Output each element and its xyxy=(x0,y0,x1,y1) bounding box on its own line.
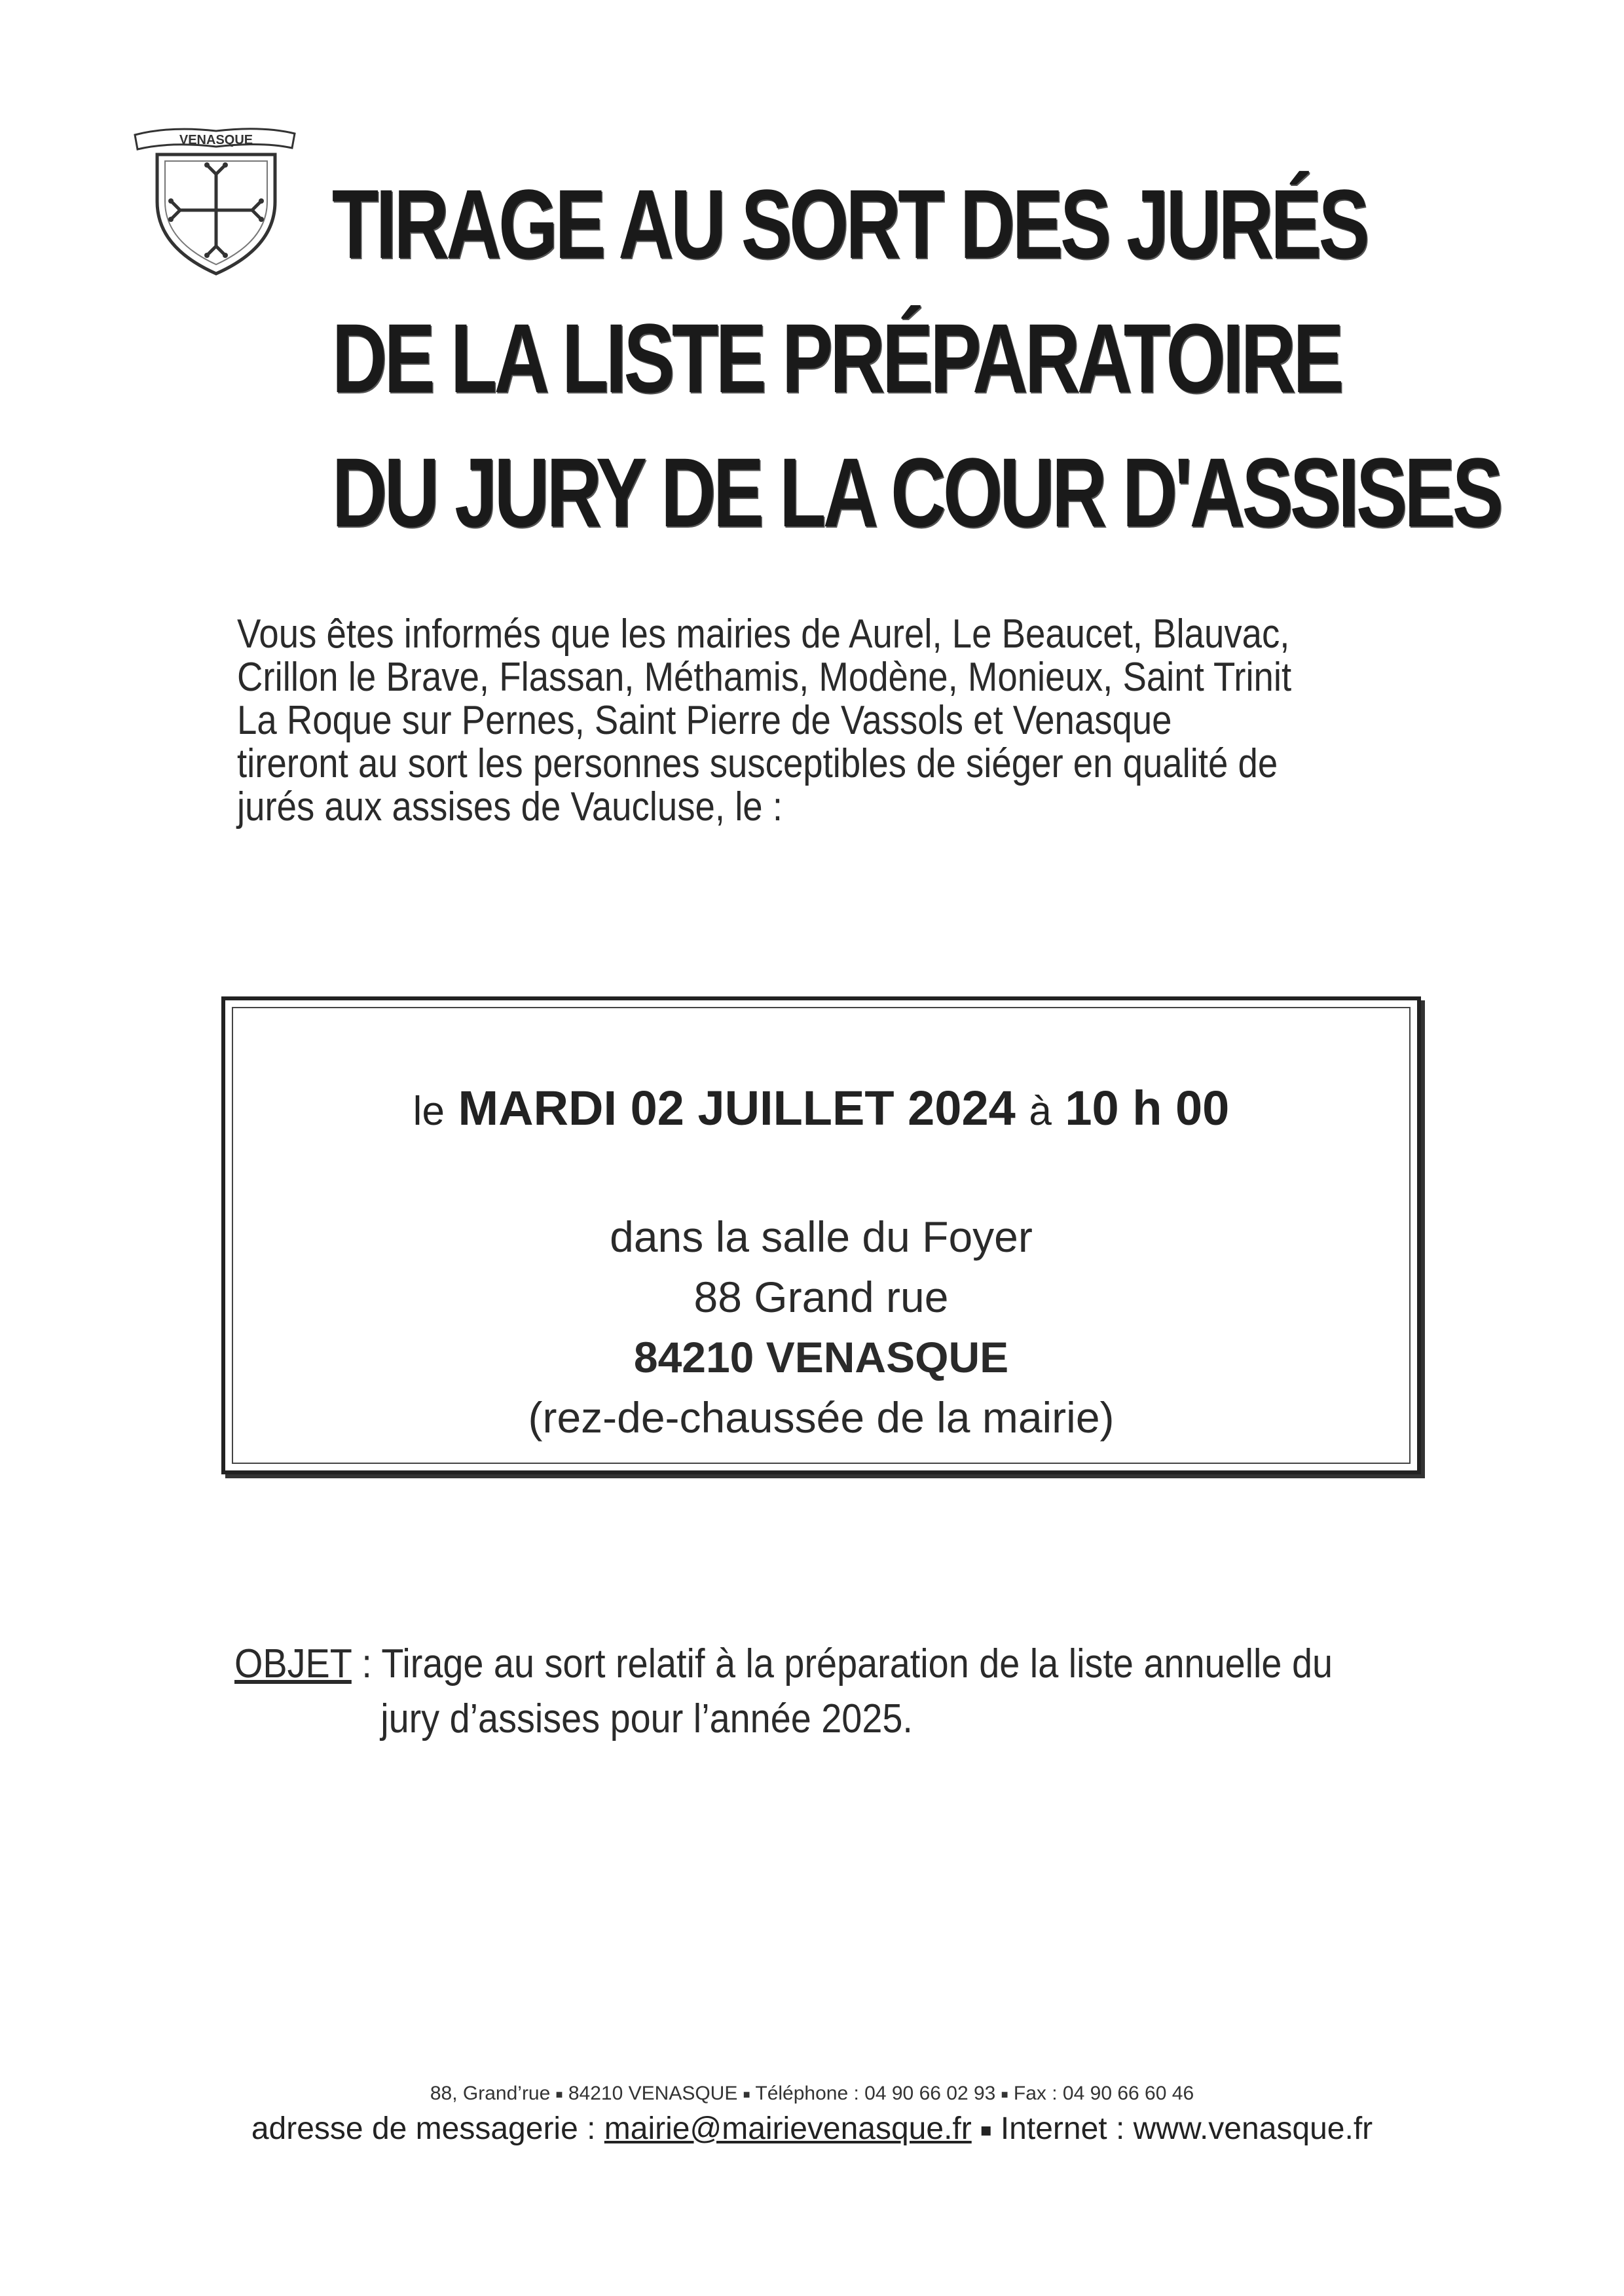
title-line-3: DU JURY DE LA COUR D'ASSISES xyxy=(331,437,1501,547)
crest-icon xyxy=(131,123,301,287)
footer-mail-label: adresse de messagerie : xyxy=(251,2111,596,2146)
event-connector: à xyxy=(1029,1089,1052,1134)
footer-web-link[interactable]: www.venasque.fr xyxy=(1133,2111,1373,2146)
footer-mail-link[interactable]: mairie@mairievenasque.fr xyxy=(604,2111,972,2146)
title-line-1: TIRAGE AU SORT DES JURÉS xyxy=(331,169,1367,279)
footer-contact-line xyxy=(0,2081,1624,2107)
event-prefix: le xyxy=(413,1089,445,1134)
event-street: 88 Grand rue xyxy=(693,1273,949,1321)
event-city: 84210 VENASQUE xyxy=(633,1333,1009,1381)
objet-separator: : xyxy=(351,1641,382,1686)
title-line-2: DE LA LISTE PRÉPARATOIRE xyxy=(331,303,1341,413)
objet-label: OBJET xyxy=(234,1641,352,1686)
event-date: MARDI 02 JUILLET 2024 xyxy=(458,1081,1016,1135)
intro-line: jurés aux assises de Vaucluse, le : xyxy=(237,784,783,829)
footer-web-line xyxy=(0,2109,1624,2150)
page-title xyxy=(331,157,1501,560)
intro-paragraph xyxy=(237,613,1332,829)
footer-web-label: Internet : xyxy=(1000,2111,1125,2146)
footer-bullet: ■ xyxy=(743,2088,750,2102)
footer-bullet: ■ xyxy=(1001,2088,1008,2102)
footer-address: 88, Grand’rue xyxy=(430,2083,551,2104)
event-date-line xyxy=(225,1079,1417,1141)
footer-phone: Téléphone : 04 90 66 02 93 xyxy=(755,2083,996,2104)
event-time: 10 h 00 xyxy=(1065,1081,1230,1135)
footer-fax: Fax : 04 90 66 60 46 xyxy=(1013,2083,1194,2104)
event-room: dans la salle du Foyer xyxy=(610,1212,1033,1261)
footer-bullet: ■ xyxy=(980,2120,992,2141)
footer-bullet: ■ xyxy=(555,2088,563,2102)
venasque-crest-logo xyxy=(131,123,301,287)
objet-section xyxy=(234,1637,1354,1747)
event-location xyxy=(225,1207,1417,1448)
footer-postal: 84210 VENASQUE xyxy=(568,2083,738,2104)
svg-text:VENASQUE: VENASQUE xyxy=(179,133,253,147)
intro-line: tireront au sort les personnes susceptibles de siéger en qualité de xyxy=(237,741,1278,786)
objet-text-2: jury d’assises pour l’année 2025. xyxy=(380,1696,913,1741)
event-floor-note: (rez-de-chaussée de la mairie) xyxy=(528,1393,1115,1442)
intro-line: Crillon le Brave, Flassan, Méthamis, Modène, Monieux, Saint Trinit xyxy=(237,655,1292,700)
intro-line: La Roque sur Pernes, Saint Pierre de Vassols et Venasque xyxy=(237,698,1172,743)
intro-line: Vous êtes informés que les mairies de Aurel, Le Beaucet, Blauvac, xyxy=(237,611,1290,657)
event-box xyxy=(221,996,1421,1474)
objet-text-1: Tirage au sort relatif à la préparation de la liste annuelle du xyxy=(381,1641,1333,1686)
objet-line-1 xyxy=(234,1637,1354,1692)
